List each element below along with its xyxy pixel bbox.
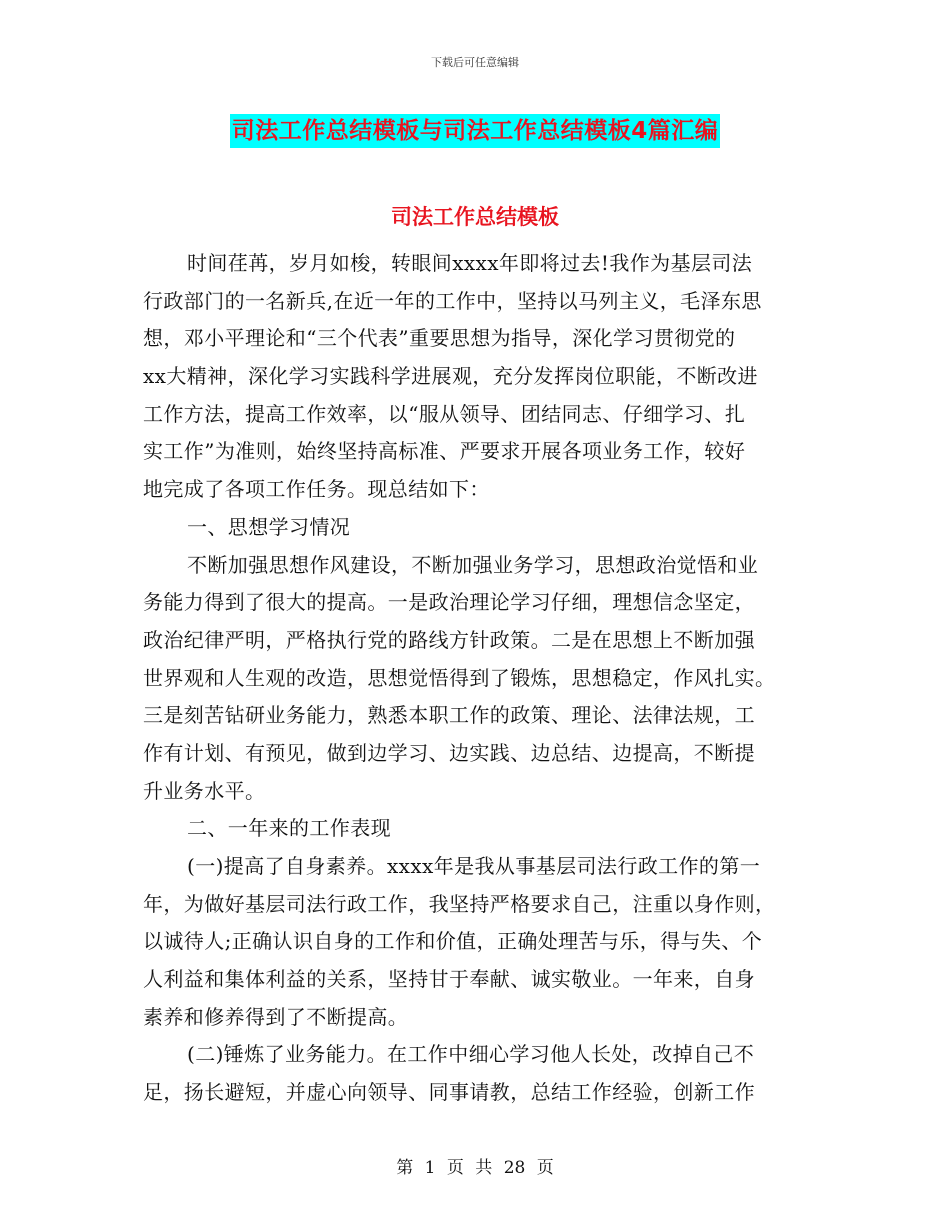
page-footer: 第 1 页 共 28 页	[396, 1158, 554, 1178]
body-line: 行政部门的一名新兵,在近一年的工作中，坚持以马列主义，毛泽东思	[143, 288, 762, 313]
body-line: 三是刻苦钻研业务能力，熟悉本职工作的政策、理论、法律法规，工	[143, 703, 755, 728]
body-line: xx大精神，深化学习实践科学进展观，充分发挥岗位职能，不断改进	[143, 364, 758, 389]
body-line: 一、思想学习情况	[187, 514, 351, 539]
body-line: 政治纪律严明，严格执行党的路线方针政策。二是在思想上不断加强	[143, 627, 755, 652]
body-line: 工作方法，提高工作效率，以“服从领导、团结同志、仔细学习、扎	[143, 401, 746, 426]
body-line: 世界观和人生观的改造，思想觉悟得到了锻炼，思想稳定，作风扎实。	[143, 665, 776, 690]
document-body	[143, 245, 805, 1112]
body-line: 二、一年来的工作表现	[187, 816, 391, 841]
body-line: (二)锤炼了业务能力。在工作中细心学习他人长处，改掉自己不	[187, 1042, 755, 1067]
body-line: 务能力得到了很大的提高。一是政治理论学习仔细，理想信念坚定，	[143, 590, 755, 615]
body-line: 想，邓小平理论和“三个代表”重要思想为指导，深化学习贯彻党的	[143, 326, 736, 351]
section-title: 司法工作总结模板	[391, 205, 559, 229]
body-line: 地完成了各项工作任务。现总结如下：	[143, 477, 490, 502]
header-note: 下载后可任意编辑	[431, 56, 519, 69]
body-line: 年，为做好基层司法行政工作，我坚持严格要求自己，注重以身作则，	[143, 891, 776, 916]
body-line: (一)提高了自身素养。xxxx年是我从事基层司法行政工作的第一	[187, 854, 761, 878]
body-line: 升业务水平。	[143, 778, 266, 803]
body-line: 实工作”为准则，始终坚持高标准、严要求开展各项业务工作，较好	[143, 439, 746, 464]
document-title-container	[0, 114, 950, 148]
body-line: 时间荏苒，岁月如梭，转眼间xxxx年即将过去!我作为基层司法	[187, 251, 753, 275]
body-line: 不断加强思想作风建设，不断加强业务学习，思想政治觉悟和业	[187, 552, 759, 577]
body-line: 足，扬长避短，并虚心向领导、同事请教，总结工作经验，创新工作	[143, 1080, 755, 1105]
body-line: 素养和修养得到了不断提高。	[143, 1004, 409, 1029]
document-title: 司法工作总结模板与司法工作总结模板4篇汇编	[230, 114, 721, 148]
body-line: 以诚待人;正确认识自身的工作和价值，正确处理苦与乐，得与失、个	[143, 929, 763, 954]
body-line: 作有计划、有预见，做到边学习、边实践、边总结、边提高，不断提	[143, 740, 755, 765]
body-line: 人利益和集体利益的关系，坚持甘于奉献、诚实敬业。一年来，自身	[143, 967, 755, 992]
